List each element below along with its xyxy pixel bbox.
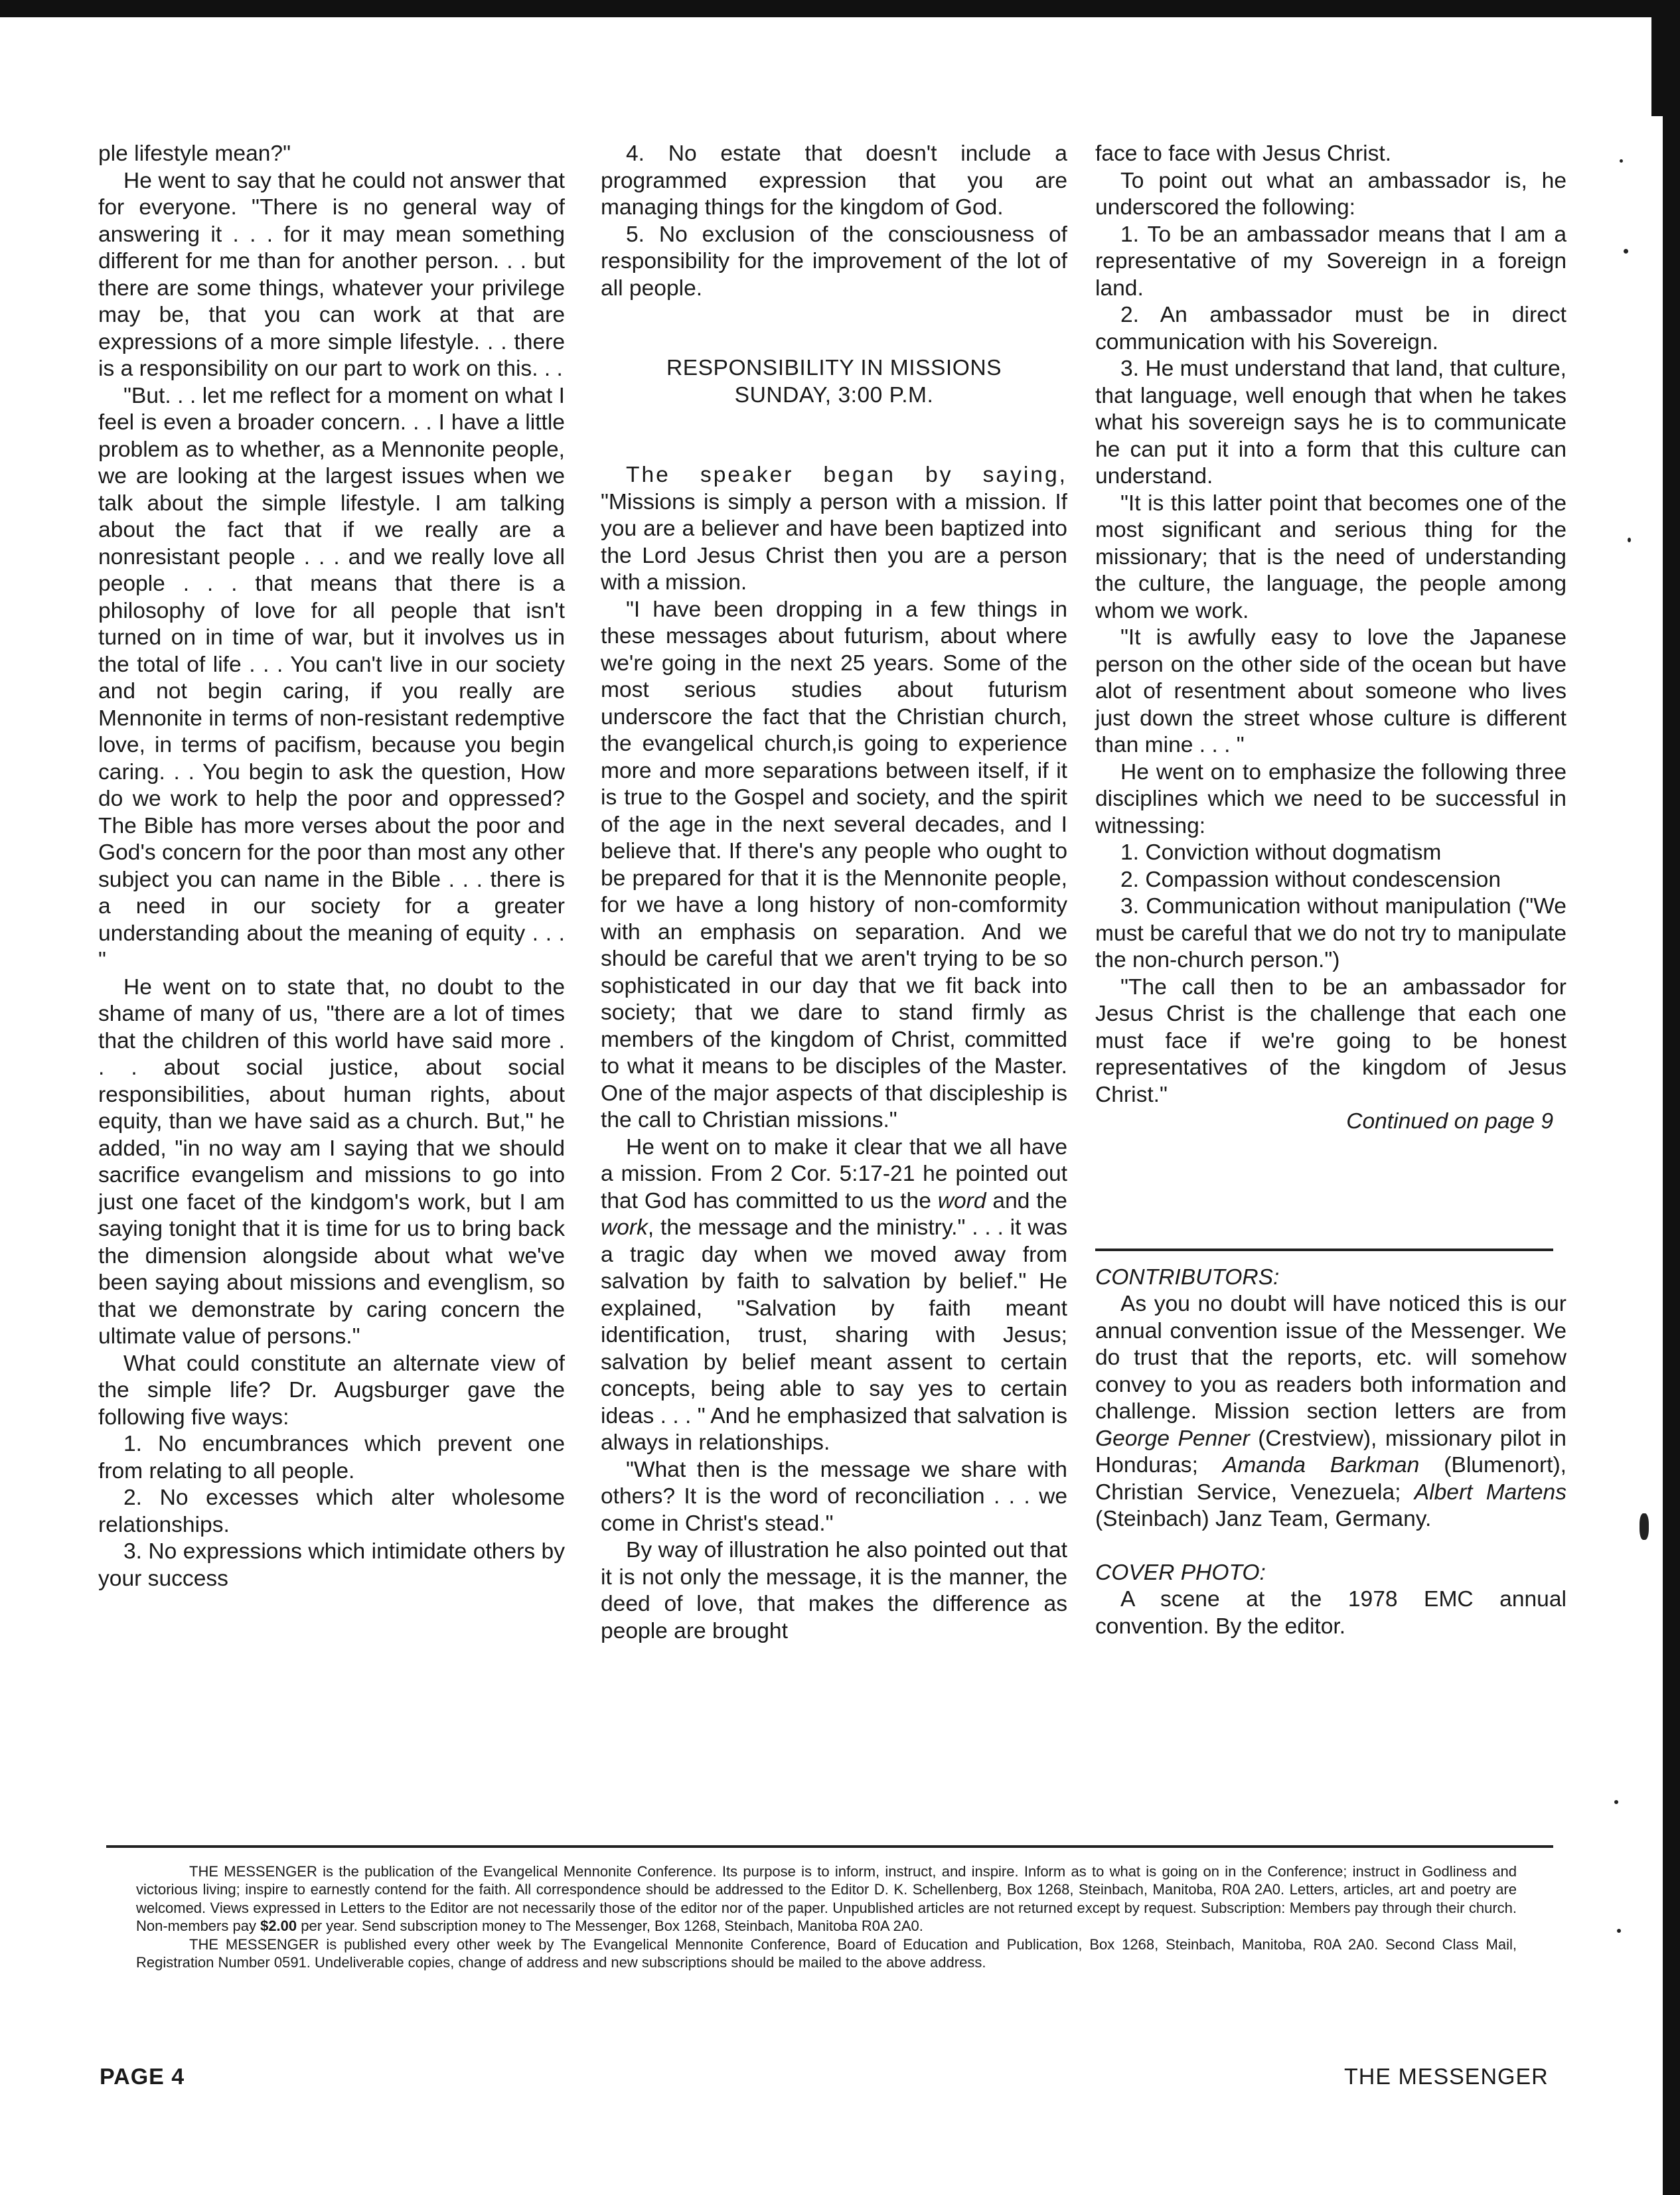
list-item: 3. Communication without manipulation ("We must be careful that we do not try to manipulate the non-church person.") [1095, 894, 1566, 972]
contributors-label: CONTRIBUTORS: [1095, 1264, 1280, 1290]
list-item: 5. No exclusion of the consciousness of responsibility for the improvement of the lot of all people. [601, 222, 1067, 301]
list-item: 2. Compassion without condescension [1120, 867, 1501, 892]
scan-edge-right [1663, 0, 1680, 2195]
scan-speck [1620, 159, 1623, 163]
continued-note: Continued on page 9 [1346, 1109, 1553, 1134]
scan-edge-top [0, 0, 1680, 17]
paragraph-text: "Missions is simply a person with a mission. If you are a believer and have been baptized into the Lord Jesus Christ then you are a person with a mission. [601, 489, 1067, 595]
text-run: He went on to make it clear that we all have a mission. From 2 Cor. 5:17-21 he pointed out that God has committed to us the [601, 1134, 1067, 1213]
scan-speck [1628, 538, 1631, 542]
cover-photo-text: A scene at the 1978 EMC annual convention. By the editor. [1095, 1587, 1566, 1639]
cover-photo-label: COVER PHOTO: [1095, 1560, 1266, 1585]
list-item: 1. No encumbrances which prevent one from relating to all people. [98, 1432, 565, 1483]
page-number: PAGE 4 [100, 2064, 185, 2089]
scan-notch [1651, 0, 1663, 116]
text-run: (Steinbach) Janz Team, Germany. [1095, 1507, 1432, 1531]
paragraph: He went on to state that, no doubt to the shame of many of us, "there are a lot of times that the children of this world have said more . . . about social justice, about social responsibilities, about human rights, about equity, than we have said as a church. But," he added, "in no way am I saying that we should sacrifice evangelism and missions to go into just one facet of the kindgom's work, but I am saying tonight that it is time for us to bring back the dimension alongside about what we've been saying about missions and evenglism, so that we demonstrate by caring concern the ultimate value of persons." [98, 974, 565, 1349]
contributor-name: George Penner [1095, 1426, 1250, 1451]
paragraph: "It is this latter point that becomes one of the most significant and serious thing for the missionary; that is the need of understanding the culture, the language, the people among whom we work. [1095, 491, 1566, 623]
paragraph: By way of illustration he also pointed out that it is not only the message, it is the manner, the deed of love, that makes the difference as people are brought [601, 1538, 1067, 1643]
paragraph: "The call then to be an ambassador for Jesus Christ is the challenge that each one must face if we're going to be honest representatives of the kingdom of Jesus Christ." [1095, 974, 1566, 1107]
paragraph: What could constitute an alternate view of the simple life? Dr. Augsburger gave the following five ways: [98, 1351, 565, 1430]
paragraph: "It is awfully easy to love the Japanese person on the other side of the ocean but have alot of resentment about someone who lives just down the street whose culture is different than mine . . . " [1095, 625, 1566, 757]
list-item: 2. No excesses which alter wholesome relationships. [98, 1485, 565, 1537]
paragraph: "I have been dropping in a few things in these messages about futurism, about where we're going in the next 25 years. Some of the most serious studies about futurism underscore the fact that the Christian church, the evangelical church,is going to experience more and more separations between itself, if it is true to the Gospel and society, and the spirit of the age in the next several decades, and I believe that. If there's any people who ought to be prepared for that it is the Mennonite people, for we have a long history of non-comformity with an emphasis on separation. And we should be careful that we aren't trying to be so sophisticated in our day that we fit back into society; that we dare to stand firmly as members of the kingdom of Christ, committed to what it means to be disciples of the Master. One of the major aspects of that discipleship is the call to Christian missions." [601, 597, 1067, 1132]
scan-speck [1640, 1513, 1649, 1540]
paragraph: To point out what an ambassador is, he underscored the following: [1095, 168, 1566, 220]
text-run: , the message and the ministry." . . . it was a tragic day when we moved away from salvation by faith to salvation by belief." He explained, "Salvation by faith meant identification, trust, sharing with Jesus; salvation by belief meant assent to certain concepts, being able to say yes to certain ideas . . . " And he emphasized that salvation is always in relationships. [601, 1215, 1067, 1455]
paragraph: "But. . . let me reflect for a moment on what I feel is even a broader concern. . . I have a little problem as to whether, as a Mennonite people, we are looking at the largest issues when we talk about the simple lifestyle. I am talking about the fact that if we really are a nonresistant people . . . and we really love all people . . . that means that there is a philosophy of love for all people that isn't turned on in time of war, but it involves us in the total of life . . . You can't live in our society and not begin caring, if you really are Mennonite in terms of non-resistant redemptive love, in terms of pacifism, because you begin caring. . . You begin to ask the question, How do we work to help the poor and oppressed? The Bible has more verses about the poor and God's concern for the poor than most any other subject you can name in the Bible . . . there is a need in our society for a greater understanding about the meaning of equity . . . " [98, 383, 565, 972]
article-column-2 [601, 141, 1067, 1645]
paragraph: "What then is the message we share with others? It is the word of reconciliation . . . we come in Christ's stead." [601, 1457, 1067, 1536]
lead-text: The speaker began by saying, [626, 463, 1067, 487]
contributor-name: Amanda Barkman [1222, 1453, 1420, 1477]
paragraph: ple lifestyle mean?" [98, 141, 291, 166]
paragraph [601, 1134, 1067, 1457]
paragraph [601, 462, 1067, 597]
scan-speck [1624, 249, 1628, 254]
notice-paragraph [136, 1862, 1517, 1935]
text-run: (Crestview), missionary pilot in Honduras; [1095, 1426, 1566, 1477]
list-item: 2. An ambassador must be in direct communication with his Sovereign. [1095, 303, 1566, 354]
text-run: As you no doubt will have noticed this is our annual convention issue of the Messenger. We do trust that the reports, etc. will somehow convey to you as readers both information and challenge. Mission section letters are from [1095, 1292, 1566, 1424]
list-item: 3. No expressions which intimidate others by your success [98, 1539, 565, 1591]
list-item: 3. He must understand that land, that culture, that language, well enough that when he takes what his sovereign says he is to communicate he can put it into a form that this culture can understand. [1095, 356, 1566, 489]
text-run: and the [992, 1188, 1067, 1213]
list-item: 1. Conviction without dogmatism [1120, 840, 1442, 865]
scan-speck [1614, 1800, 1618, 1804]
paragraph: face to face with Jesus Christ. [1095, 141, 1392, 166]
list-item: 4. No estate that doesn't include a programmed expression that you are managing things for the kingdom of God. [601, 141, 1067, 220]
contributors-text [1095, 1291, 1566, 1533]
publication-name: THE MESSENGER [1344, 2064, 1549, 2089]
subscription-price: $2.00 [260, 1918, 297, 1935]
text-run: THE MESSENGER is the publication of the Evangelical Mennonite Conference. Its purpose is to inform, instruct, and inspire. Inform as to what is going on in the Conference; instruct in Godliness and victorious living; inspire to earnestly contend for the faith. All correspondence should be addressed to the Editor D. K. Schellenberg, Box 1268, Steinbach, Manitoba, R0A 2A0. Letters, articles, art and poetry are welcomed. Views expressed in Letters to the Editor are not necessarily those of the editor nor of the paper. Unpublished articles are not returned except by request. Subscription: Members pay through their church. Non-members pay [136, 1863, 1517, 1935]
contributor-name: Albert Martens [1414, 1479, 1566, 1505]
paragraph: He went on to emphasize the following three disciplines which we need to be successful in witnessing: [1095, 759, 1566, 838]
article-column-3 [1095, 141, 1566, 1640]
emphasis: work [601, 1215, 648, 1240]
section-subheading: SUNDAY, 3:00 P.M. [734, 382, 934, 408]
scan-speck [1617, 1929, 1621, 1933]
footer-divider [106, 1845, 1553, 1848]
list-item: 1. To be an ambassador means that I am a representative of my Sovereign in a foreign land. [1095, 222, 1566, 301]
notice-paragraph: THE MESSENGER is published every other week by The Evangelical Mennonite Conference, Board of Education and Publication, Box 1268, Steinbach, Manitoba, R0A 2A0. Second Class Mail, Registration Number 0591. Undeliverable copies, change of address and new subscriptions should be mailed to the above address. [136, 1935, 1517, 1971]
paragraph: He went to say that he could not answer that for everyone. "There is no general way of answering it . . . for it may mean something different for me than for another person. . . but there are some things, whatever your privilege may be, that you can work at that are expressions of a more simple lifestyle. . . there is a responsibility on our part to work on this. . . [98, 168, 565, 381]
article-column-1 [98, 141, 565, 1592]
emphasis: word [937, 1188, 986, 1213]
masthead-notice [136, 1862, 1517, 1971]
text-run: per year. Send subscription money to The Messenger, Box 1268, Steinbach, Manitoba R0A 2A0. [301, 1918, 923, 1935]
section-heading: RESPONSIBILITY IN MISSIONS [666, 356, 1002, 380]
text-run: (Blumenort), Christian Service, Venezuela; [1095, 1453, 1566, 1505]
divider [1095, 1249, 1553, 1251]
